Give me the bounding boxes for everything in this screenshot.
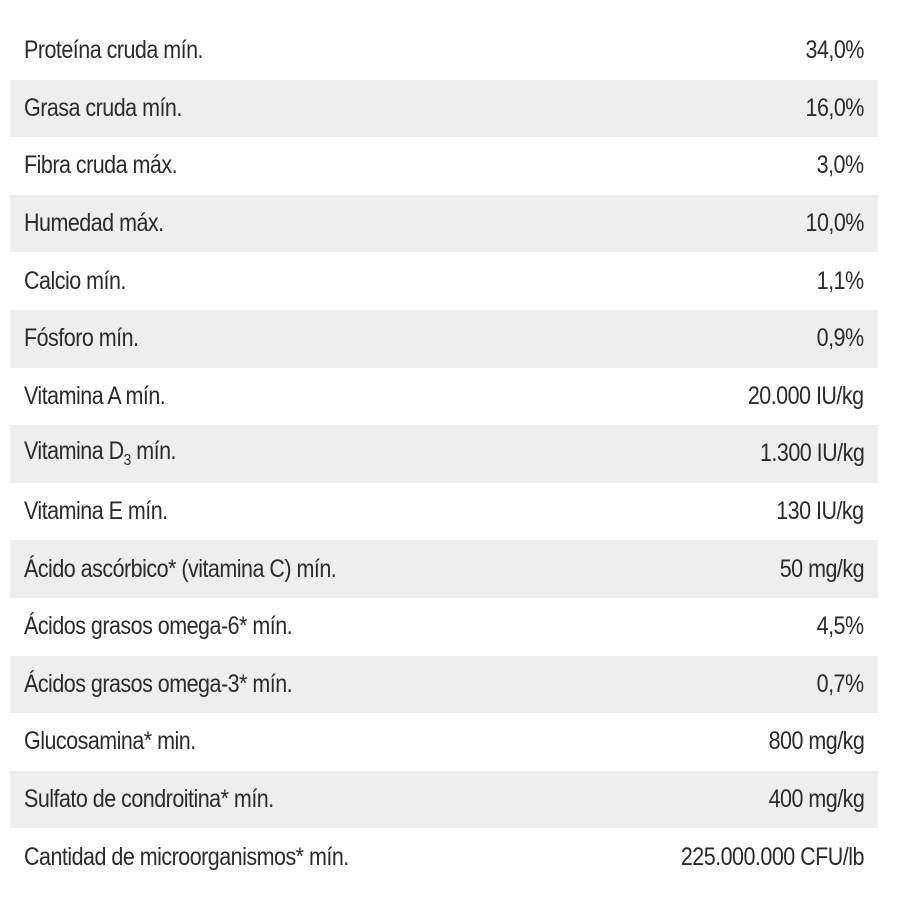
row-value: 1.300 IU/kg [759,439,864,468]
table-row [10,137,878,195]
table-row [10,425,878,483]
table-row [10,252,878,310]
row-label: Fósforo mín. [24,324,139,353]
row-value: 34,0% [805,36,864,65]
row-label: Vitamina A mín. [24,381,166,410]
row-label [24,437,176,470]
table-row [10,80,878,138]
table-row [10,483,878,541]
table-row [10,771,878,829]
table-row [10,713,878,771]
row-value: 1,1% [817,266,864,295]
row-label: Ácido ascórbico* (vitamina C) mín. [24,554,337,583]
row-value: 800 mg/kg [768,727,864,756]
row-value: 0,7% [817,669,864,698]
row-label-main: Vitamina D [24,437,124,466]
row-label: Fibra cruda máx. [24,151,178,180]
table-row [10,656,878,714]
row-value: 4,5% [817,612,864,641]
table-row [10,310,878,368]
row-label: Sulfato de condroitina* mín. [24,785,274,814]
row-value: 400 mg/kg [768,785,864,814]
row-value: 50 mg/kg [779,554,864,583]
row-label: Cantidad de microorganismos* mín. [24,842,349,871]
table-row [10,598,878,656]
row-value: 0,9% [817,324,864,353]
row-label: Humedad máx. [24,209,164,238]
table-row [10,368,878,426]
guaranteed-analysis-table [10,22,878,886]
row-label: Ácidos grasos omega-6* mín. [24,612,293,641]
row-label: Ácidos grasos omega-3* mín. [24,669,293,698]
row-value: 3,0% [817,151,864,180]
row-value: 10,0% [805,209,864,238]
row-label: Vitamina E mín. [24,497,168,526]
table-row [10,828,878,886]
row-label-suffix: mín. [130,437,176,466]
row-label-subscript: 3 [123,452,131,470]
row-value: 225.000.000 CFU/lb [680,842,864,871]
row-value: 20.000 IU/kg [748,381,864,410]
row-label: Grasa cruda mín. [24,93,182,122]
row-label: Calcio mín. [24,266,126,295]
row-label: Proteína cruda mín. [24,36,204,65]
row-value: 16,0% [805,93,864,122]
row-value: 130 IU/kg [776,497,864,526]
table-row [10,540,878,598]
row-label: Glucosamina* min. [24,727,196,756]
table-row [10,22,878,80]
table-row [10,195,878,253]
